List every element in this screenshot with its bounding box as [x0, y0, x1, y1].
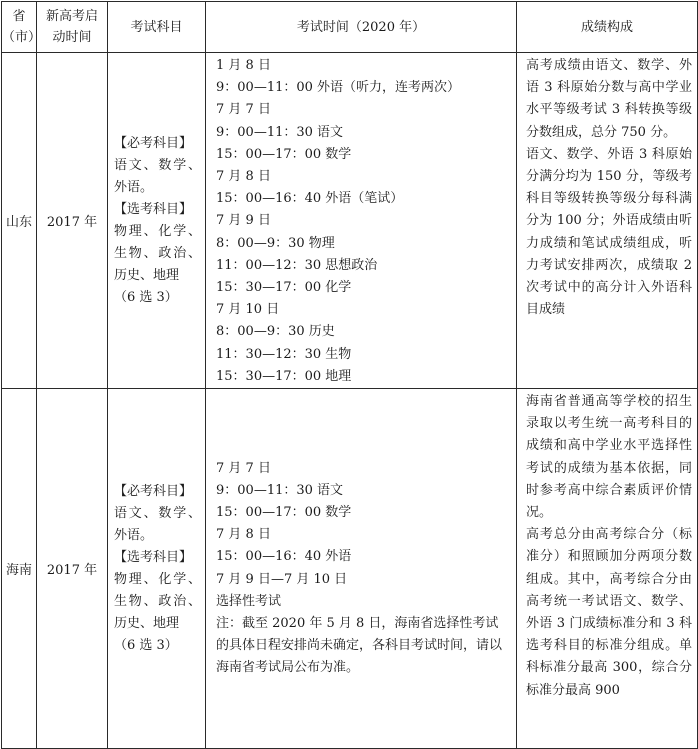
schedule-cell — [206, 389, 517, 749]
subjects-line: 【必考科目】 — [114, 483, 193, 499]
schedule-line: 7 月 9 日—7 月 10 日 — [216, 571, 348, 587]
start-time-cell: 2017 年 — [37, 53, 108, 389]
table-row-shandong — [2, 53, 698, 389]
subjects-line: （6 选 3） — [114, 289, 178, 305]
province-cell: 海南 — [2, 389, 37, 749]
table-row-hainan — [2, 389, 698, 749]
schedule-line: 9：00—11：00 外语（听力，连考两次） — [216, 80, 461, 96]
schedule-line: 15：00—17：00 数学 — [216, 504, 352, 520]
composition-paragraph: 高考成绩由语文、数学、外语 3 科原始分数与高中学业水平等级考试 3 科转换等级分数组成，总分 750 分。 — [526, 58, 692, 140]
subjects-line: （6 选 3） — [114, 637, 178, 653]
header-exam-time: 考试时间（2020 年） — [206, 2, 517, 53]
schedule-line: 11：30—12：30 生物 — [216, 346, 352, 362]
schedule-line: 15：00—16：40 外语（笔试） — [216, 191, 404, 207]
header-row — [2, 2, 698, 53]
schedule-cell — [206, 53, 517, 389]
schedule-line: 1 月 8 日 — [216, 58, 271, 73]
schedule-line: 9：00—11：30 语文 — [216, 124, 344, 140]
schedule-line: 11：00—12：30 思想政治 — [216, 257, 378, 273]
schedule-line: 8：00—9：30 物理 — [216, 235, 335, 251]
gaokao-table — [1, 1, 698, 749]
composition-cell — [517, 389, 698, 749]
composition-paragraph: 海南省普通高等学校的招生录取以考生统一高考科目的成绩和高中学业水平选择性考试的成绩为基本依据，同时参考高中综合素质评价情况。 — [526, 394, 692, 521]
schedule-note: 注：截至 2020 年 5 月 8 日，海南省选择性考试的具体日程安排尚未确定，各科目考试时间，请以海南省考试局公布为准。 — [216, 615, 503, 676]
subjects-cell — [108, 389, 206, 749]
schedule-line: 选择性考试 — [216, 593, 282, 609]
subjects-line: 物理、化学、生物、政治、历史、地理 — [114, 571, 201, 631]
schedule-line: 15：30—17：00 化学 — [216, 280, 352, 296]
composition-paragraph: 语文、数学、外语 3 科原始分满分均为 150 分，等级考科目等级转换等级分每科满分为 100 分；外语成绩由听力成绩和笔试成绩组成，听力考试安排两次，成绩取 2 次考试中的高分计入外语科目成绩 — [526, 146, 692, 318]
subjects-line: 【选考科目】 — [114, 201, 193, 217]
header-score-composition: 成绩构成 — [517, 2, 698, 53]
header-province: 省（市） — [2, 2, 37, 53]
header-subjects: 考试科目 — [108, 2, 206, 53]
subjects-line: 语文、数学、外语。 — [114, 505, 201, 543]
schedule-line: 9：00—11：30 语文 — [216, 482, 344, 498]
subjects-line: 【必考科目】 — [114, 135, 193, 151]
subjects-cell — [108, 53, 206, 389]
schedule-line: 15：30—17：00 地理 — [216, 368, 352, 384]
header-start-time: 新高考启动时间 — [37, 2, 108, 53]
schedule-line: 7 月 8 日 — [216, 169, 271, 185]
subjects-line: 物理、化学、生物、政治、历史、地理 — [114, 223, 201, 283]
schedule-line: 7 月 9 日 — [216, 213, 271, 229]
schedule-line: 15：00—16：40 外语 — [216, 549, 352, 565]
province-cell: 山东 — [2, 53, 37, 389]
composition-paragraph: 高考总分由高考综合分（标准分）和照顾加分两项分数组成。其中，高考综合分由高考统一考试语文、数学、外语 3 门成绩标准分和 3 科选考科目的标准分组成。单科标准分最高 300，综合分标准分最高 900 — [526, 527, 692, 698]
schedule-line: 15：00—17：00 数学 — [216, 146, 352, 162]
subjects-line: 【选考科目】 — [114, 549, 193, 565]
subjects-line: 语文、数学、外语。 — [114, 157, 201, 195]
schedule-line: 8：00—9：30 历史 — [216, 324, 335, 340]
schedule-line: 7 月 10 日 — [216, 302, 280, 318]
schedule-line: 7 月 7 日 — [216, 460, 271, 476]
schedule-line: 7 月 8 日 — [216, 527, 271, 543]
composition-cell — [517, 53, 698, 389]
schedule-line: 7 月 7 日 — [216, 102, 271, 118]
start-time-cell: 2017 年 — [37, 389, 108, 749]
